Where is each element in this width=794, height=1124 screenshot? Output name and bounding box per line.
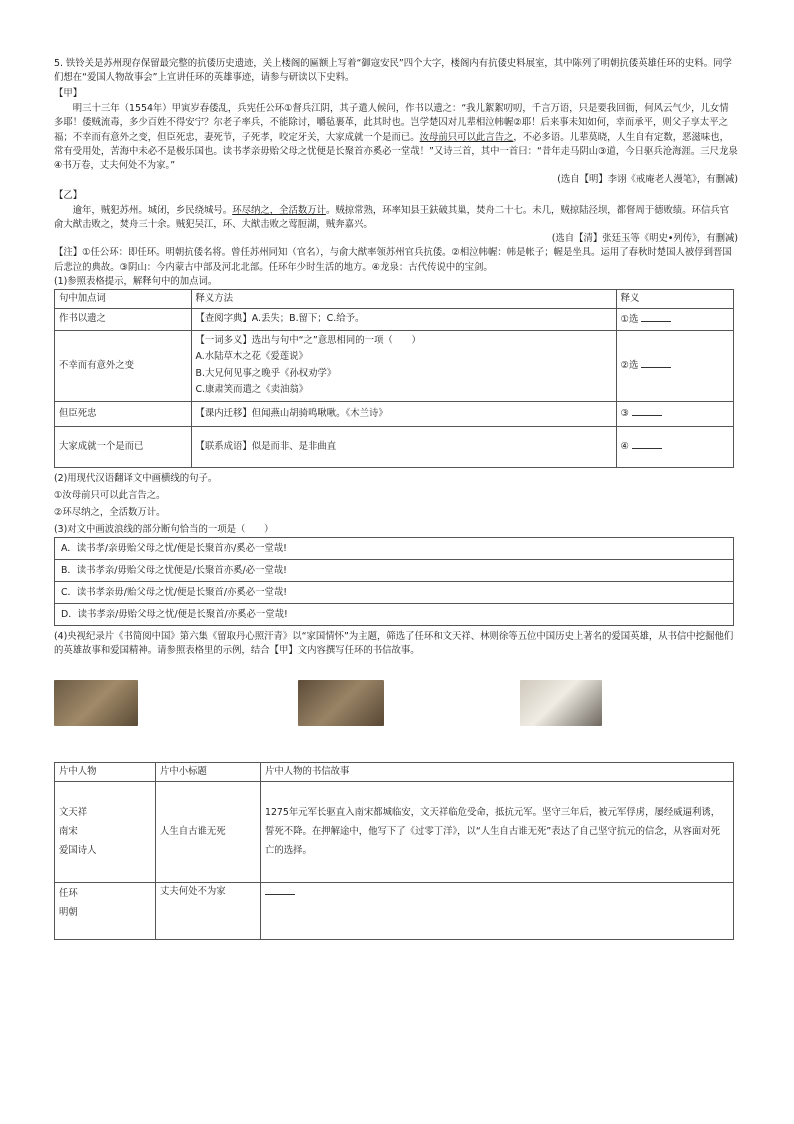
table-cell-subtitle: 人生自古谁无死 xyxy=(156,782,261,883)
option-row[interactable] xyxy=(55,582,734,604)
passage-jia-underlined: 汝母前只可以此言告之 xyxy=(419,131,514,143)
answer-label: ①选 xyxy=(620,313,639,325)
documentary-still-image xyxy=(54,680,138,726)
person-line: 任环 xyxy=(59,888,78,900)
passage-yi-text: 逾年，贼犯苏州。城闭，乡民绕城号。 xyxy=(72,205,233,217)
person-line: 明朝 xyxy=(59,907,78,919)
option-b[interactable]: B．读书孝亲/毋贻父母之忧便是/长聚首亦奚/必一堂哉! xyxy=(55,560,734,582)
question-2b: ②环尽纳之，全活数万计。 xyxy=(54,506,166,518)
answer-label: ③ xyxy=(620,408,630,420)
question-4: (4)央视纪录片《书简阅中国》第六集《留取丹心照汗青》以“家国情怀”为主题，筛选了任环和文天祥、林则徐等五位中国历史上著名的爱国英雄，从书信中挖掘他们的英雄故事和爱国精神。请参照表格里的示例，结合【甲】文内容撰写任环的书信故事。 xyxy=(54,631,734,657)
table-cell-person xyxy=(55,883,156,940)
method-line: C.康肃笑而遣之《卖油翁》 xyxy=(195,384,309,396)
passage-jia-text2: ，不必多语。儿辈莫晓，人生自有定数，恶滋味也，常有受用处，苦海中未必不是极乐国也。读书孝亲毋贻父母之忧便是长聚首亦奚必一堂哉！”又诗三首，其中一首曰：“昔年走马阴山③道，今日驱兵沧海涯。三尺龙泉④书万卷，丈夫何处不为家。” xyxy=(54,131,738,171)
passage-yi-underlined: 环尽纳之，全活数万计 xyxy=(232,205,326,217)
table-header-row xyxy=(55,289,734,308)
table-cell-answer xyxy=(616,308,733,330)
method-line: A.水陆草木之花《爱莲说》 xyxy=(195,351,308,363)
table-cell-word: 大家成就一个是而已 xyxy=(55,426,192,467)
letter-photo-image xyxy=(520,680,602,726)
table-cell-story xyxy=(261,883,734,940)
question-2: (2)用现代汉语翻译文中画横线的句子。 xyxy=(54,472,218,484)
passage-yi-label: 【乙】 xyxy=(54,189,83,201)
table-cell-answer xyxy=(616,401,733,426)
notes: 【注】①任公环：即任环。明朝抗倭名将。曾任苏州同知（官名），与俞大猷率领苏州官兵抗倭。②相泣帏幄：帏是帐子；幄是坐具。运用了春秋时楚国人被俘到晋国后悲泣的典故。③阴山：今内蒙古中部及河北北部。任环年少时生活的地方。④龙泉：古代传说中的宝剑。 xyxy=(54,247,732,273)
option-d[interactable]: D．读书孝亲/毋贻父母之忧/便是长聚首/亦奚必一堂哉! xyxy=(55,604,734,626)
answer-label: ②选 xyxy=(620,360,639,372)
option-row[interactable] xyxy=(55,560,734,582)
table-header: 句中加点词 xyxy=(55,289,192,308)
table-header: 片中人物 xyxy=(55,763,156,782)
method-line: B.大兄何见事之晚乎《孙权劝学》 xyxy=(195,367,337,379)
table-cell-story: 1275年元军长驱直入南宋都城临安，文天祥临危受命，抵抗元军。坚守三年后，被元军俘虏，屡经威逼利诱，誓死不降。在押解途中，他写下了《过零丁洋》，以“人生自古谁无死”表达了自己坚守抗元的信念，从容面对死亡的选择。 xyxy=(261,782,734,883)
options-table xyxy=(54,537,734,626)
table-cell-method xyxy=(191,330,616,401)
table-cell-person xyxy=(55,782,156,883)
question-1: (1)参照表格提示，解释句中的加点词。 xyxy=(54,275,218,287)
table-cell-word: 但臣死忠 xyxy=(55,401,192,426)
table-header: 片中小标题 xyxy=(156,763,261,782)
documentary-stills xyxy=(54,680,738,750)
table-row xyxy=(55,883,734,940)
document-page xyxy=(54,57,738,940)
table-row xyxy=(55,401,734,426)
table-cell-word: 作书以遗之 xyxy=(55,308,192,330)
option-row[interactable] xyxy=(55,538,734,560)
option-row[interactable] xyxy=(55,604,734,626)
option-c[interactable]: C．读书孝亲毋/贻父母之忧/便是长聚首/亦奚必一堂哉! xyxy=(55,582,734,604)
person-line: 文天祥 xyxy=(59,807,88,819)
person-line: 南宋 xyxy=(59,826,78,838)
table-header: 片中人物的书信故事 xyxy=(261,763,734,782)
passage-jia-text: 明三十三年（1554年）甲寅岁春倭乱，兵宪任公环①督兵江阴，其子遣人候问，作书以遗之：“我儿絮絮叨叨，千言万语，只是要我回衙，何风云气少，儿女情多耶！倭贼流毒，多少百姓不得安宁？尔老子率兵，不能除讨，嚼毡裹革，此其时也。岂学楚囚对儿辈相泣帏幄②耶！后来事未知如何，幸而承平，则父子享太平之福；不幸而有意外之变，但臣死忠，妻死节，子死孝，咬定牙关，大家成就一个是而已。 xyxy=(54,103,729,143)
option-a[interactable]: A．读书孝/亲毋贻父母之忧/便是长聚首亦/奚必一堂哉! xyxy=(55,538,734,560)
answer-blank[interactable] xyxy=(632,439,662,449)
question-2a: ①汝母前只可以此言告之。 xyxy=(54,489,166,501)
table-header: 释义 xyxy=(616,289,733,308)
question-3: (3)对文中画波浪线的部分断句恰当的一项是（ ） xyxy=(54,524,274,535)
word-meaning-table xyxy=(54,289,734,468)
table-row xyxy=(55,426,734,467)
table-header-row xyxy=(55,763,734,782)
letter-story-table xyxy=(54,762,734,940)
table-row xyxy=(55,308,734,330)
table-cell-method: 【联系成语】似是而非、是非曲直 xyxy=(191,426,616,467)
passage-jia-source: (选自【明】李诩《戒庵老人漫笔》，有删减) xyxy=(557,173,738,185)
table-cell-answer xyxy=(616,426,733,467)
table-header: 释义方法 xyxy=(191,289,616,308)
passage-jia xyxy=(54,102,738,173)
answer-blank[interactable] xyxy=(265,885,295,895)
answer-blank[interactable] xyxy=(641,358,671,368)
table-cell-word: 不幸而有意外之变 xyxy=(55,330,192,401)
passage-yi-source: (选自【清】张廷玉等《明史•列传》，有删减) xyxy=(551,233,738,245)
answer-blank[interactable] xyxy=(632,406,662,416)
table-cell-method: 【课内迁移】但闻燕山胡骑鸣啾啾。《木兰诗》 xyxy=(191,401,616,426)
answer-blank[interactable] xyxy=(641,312,671,322)
documentary-still-image xyxy=(298,680,384,726)
person-line: 爱国诗人 xyxy=(59,844,97,856)
table-row xyxy=(55,782,734,883)
passage-yi-text2: 。贼掠常熟，环率知县王鈇破其巢，焚舟二十七。未几，贼掠陆泾坝，都督周于德败绩。环信兵官俞大猷击败之，焚舟三十余。贼犯吴江，环、大猷击败之莺脰湖，贼奔嘉兴。 xyxy=(54,205,730,231)
answer-label: ④ xyxy=(620,441,630,453)
table-cell-method: 【查阅字典】A.丢失；B.留下；C.给予。 xyxy=(191,308,616,330)
passage-yi xyxy=(54,204,738,232)
table-cell-subtitle: 丈夫何处不为家 xyxy=(156,883,261,940)
question-intro: 5. 铁铃关是苏州现存保留最完整的抗倭历史遗迹，关上楼阁的匾额上写着“御寇安民”四个大字，楼阁内有抗倭史料展室，其中陈列了明朝抗倭英雄任环的史料。同学们想在“爱国人物故事会”上宣讲任环的英雄事迹，请参与研读以下史料。 xyxy=(54,58,732,84)
table-row xyxy=(55,330,734,401)
passage-jia-label: 【甲】 xyxy=(54,88,83,100)
method-line: 【一词多义】选出与句中“之”意思相同的一项（ ） xyxy=(195,334,421,346)
table-cell-answer xyxy=(616,330,733,401)
